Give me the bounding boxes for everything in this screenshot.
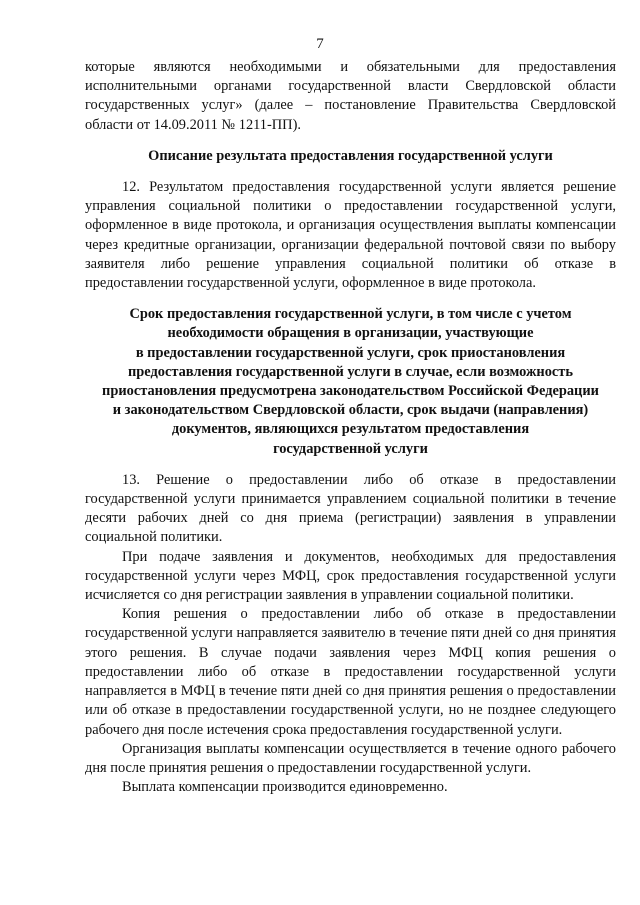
heading-line: Срок предоставления государственной услуги, в том числе с учетом <box>129 306 572 323</box>
paragraph-payment-organization: Организация выплаты компенсации осуществляется в течение одного рабочего дня после принятия решения о предоставлении государственной услуги. <box>85 740 616 776</box>
paragraph-13: 13. Решение о предоставлении либо об отказе в предоставлении государственной услуги принимается управлением социальной политики в течение десяти рабочих дней со дня приема (регистрации) заявления в управлении социальной политики. <box>85 471 616 546</box>
document-body <box>85 58 616 797</box>
heading-line: приостановления предусмотрена законодательством Российской Федерации <box>102 383 599 400</box>
paragraph-12: 12. Результатом предоставления государственной услуги является решение управления социальной политики о предоставлении государственной услуги, оформленное в виде протокола, и организация осуществления выплаты компенсации через кредитные организации, организации федеральной почтовой связи по выбору заявителя либо решение управления социальной политики об отказе в предоставлении государственной услуги, оформленное в виде протокола. <box>85 179 616 292</box>
section-heading-result: Описание результата предоставления государственной услуги <box>148 147 553 164</box>
page-number: 7 <box>316 36 324 52</box>
heading-line: документов, являющихся результатом предоставления <box>171 421 530 438</box>
paragraph-payment-lump-sum: Выплата компенсации производится единовременно. <box>122 779 448 796</box>
heading-line: и законодательством Свердловской области, срок выдачи (направления) <box>112 402 589 419</box>
heading-line: предоставления государственной услуги в случае, если возможность <box>128 363 573 380</box>
heading-line: необходимости обращения в организации, участвующие <box>167 325 534 342</box>
heading-line: государственной услуги <box>273 440 428 457</box>
paragraph-mfc-term: При подаче заявления и документов, необходимых для предоставления государственной услуги через МФЦ, срок предоставления государственной услуги исчисляется со дня регистрации заявления в управлении социальной политики. <box>85 548 616 604</box>
section-heading-term <box>85 305 616 459</box>
intro-paragraph: которые являются необходимыми и обязательными для предоставления исполнительными органами государственной власти Свердловской области государственных услуг» (далее – постановление Правительства Свердловской области от 14.09.2011 № 1211-ПП). <box>85 59 616 133</box>
heading-line: в предоставлении государственной услуги, срок приостановления <box>135 344 566 361</box>
paragraph-copy-decision: Копия решения о предоставлении либо об отказе в предоставлении государственной услуги направляется заявителю в течение пяти дней со дня принятия этого решения. В случае подачи заявления через МФЦ копия решения о предоставлении либо об отказе в предоставлении государственной услуги направляется в МФЦ в течение пяти дней со дня принятия решения о предоставлении или об отказе в предоставлении государственной услуги, но не позднее следующего рабочего дня после истечения срока предоставления государственной услуги. <box>85 606 616 738</box>
